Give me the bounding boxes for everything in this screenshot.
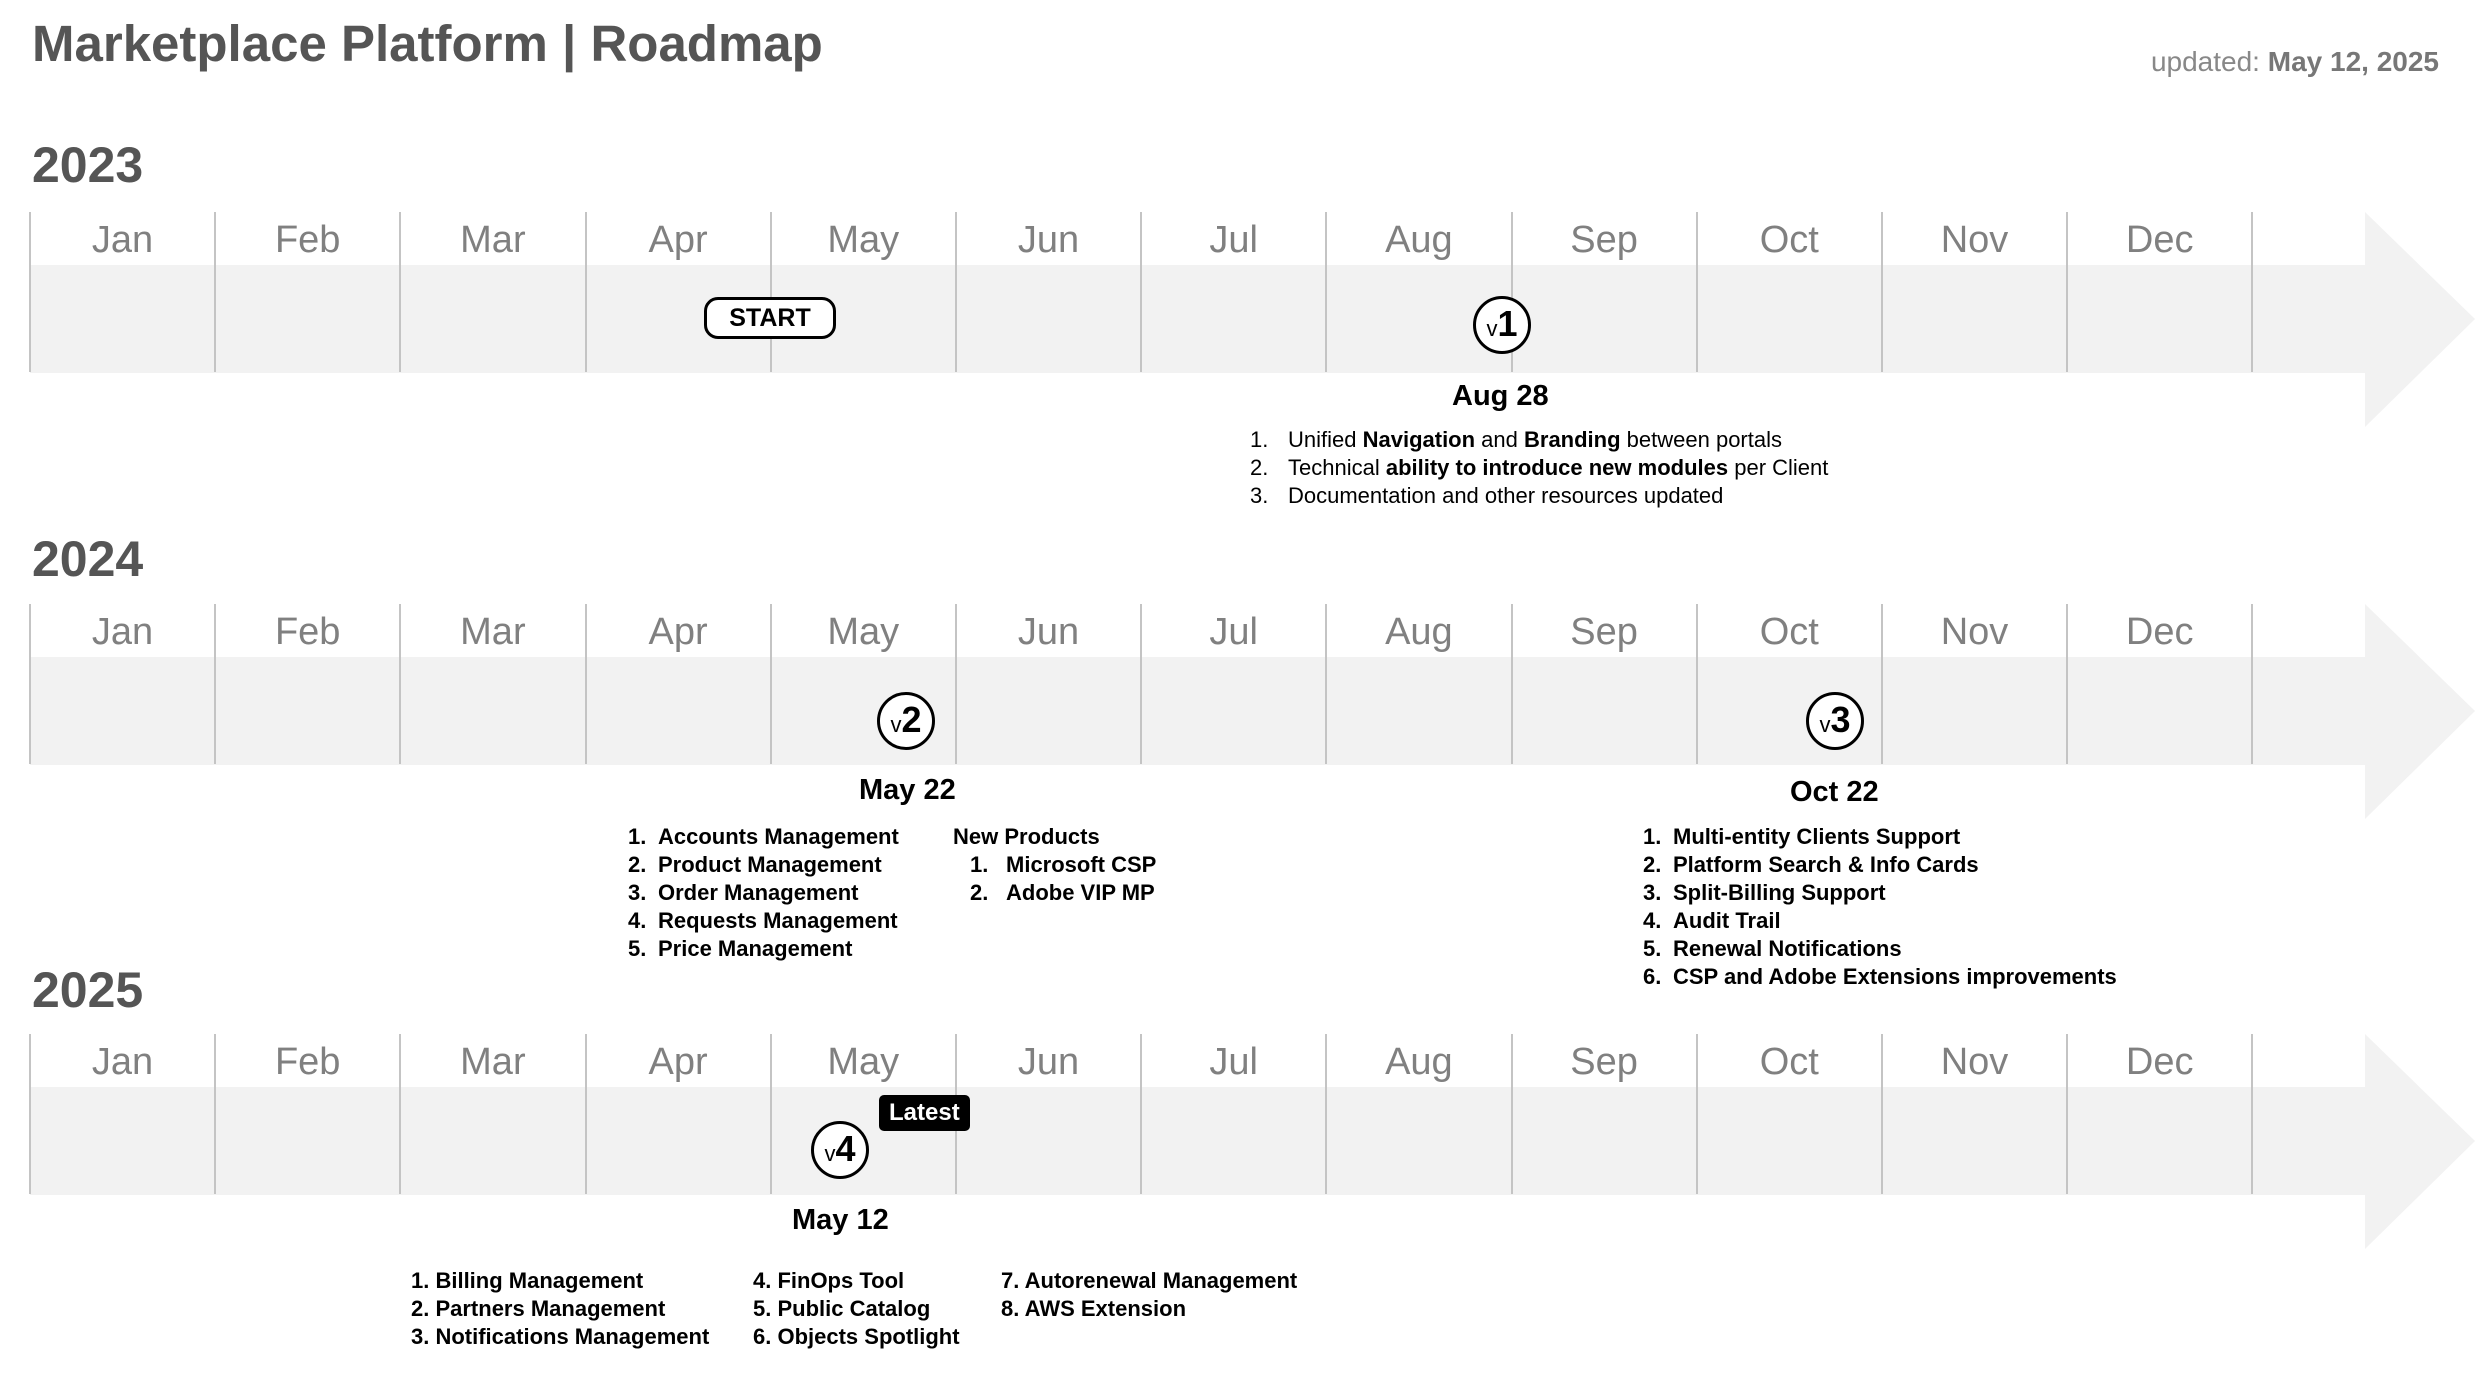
list-number: 6. [1643,964,1662,989]
year-label-2025: 2025 [32,962,144,1018]
month-divider [1881,212,1883,372]
month-label-mar: Mar [460,219,526,261]
note-number: 1. [1250,427,1269,452]
month-divider [955,212,957,372]
list-text: CSP and Adobe Extensions improvements [1673,964,2117,989]
month-divider [1140,212,1142,372]
milestone-v2-badge [877,692,935,750]
month-divider [1325,604,1327,764]
badge-number: 4 [835,1128,856,1169]
month-label-feb: Feb [274,611,341,653]
month-label-oct: Oct [1759,1041,1819,1083]
list-item: 1. Billing Management [411,1268,644,1293]
note-item [1250,454,1828,482]
list-item [1643,907,2117,935]
month-divider [585,212,587,372]
month-label-aug: Aug [1385,1041,1453,1083]
list-text: Product Management [658,852,882,877]
list-heading [953,823,1156,851]
month-label-apr: Apr [648,611,708,653]
month-divider [770,1034,772,1194]
page-title: Marketplace Platform | Roadmap [32,15,823,72]
month-label-jun: Jun [1017,611,1080,653]
month-divider [1881,604,1883,764]
list-text: Requests Management [658,908,898,933]
list-text: Platform Search & Info Cards [1673,852,1979,877]
list-item: 8. AWS Extension [1001,1296,1187,1321]
timeline-2023 [30,212,2475,427]
year-label-2024: 2024 [32,531,144,587]
month-label-jan: Jan [91,1041,154,1083]
list-item [953,851,1156,879]
month-label-aug: Aug [1385,219,1453,261]
list-number: 4. [628,908,647,933]
list-item: 4. FinOps Tool [753,1268,905,1293]
month-label-sep: Sep [1570,611,1638,653]
list-text: Price Management [658,936,853,961]
month-label-jul: Jul [1209,611,1258,653]
month-divider [214,212,216,372]
month-divider [399,604,401,764]
month-label-oct: Oct [1759,219,1819,261]
month-label-apr: Apr [648,219,708,261]
month-divider [1881,1034,1883,1194]
milestone-v1-badge [1473,296,1531,354]
month-divider [2251,212,2253,372]
list-number: 3. [628,880,647,905]
month-label-may: May [827,1041,900,1083]
updated-label: updated: [2150,46,2260,77]
list-text: Renewal Notifications [1673,936,1902,961]
month-divider [29,604,31,764]
milestone-v4-date: May 12 [792,1204,889,1236]
note-text: Unified [1288,427,1363,452]
month-divider [29,212,31,372]
list-item [628,907,899,935]
month-divider [399,212,401,372]
list-text: Accounts Management [658,824,899,849]
list-number: 4. [1643,908,1662,933]
month-divider [585,1034,587,1194]
milestone-v1-date: Aug 28 [1452,380,1549,412]
list-item: 2. Partners Management [411,1296,666,1321]
list-item [628,823,899,851]
list-item [628,851,899,879]
list-item [1643,963,2117,991]
month-label-apr: Apr [648,1041,708,1083]
milestone-v3-modules [1643,823,2117,991]
list-number: 1. [970,852,989,877]
list-item [953,879,1156,907]
month-label-sep: Sep [1570,1041,1638,1083]
badge-prefix: v [890,712,902,737]
list-number: 5. [628,936,647,961]
month-divider [2066,212,2068,372]
month-label-aug: Aug [1385,611,1453,653]
note-emphasis: ability to introduce new modules [1385,455,1729,480]
month-divider [2251,604,2253,764]
month-label-jul: Jul [1209,219,1258,261]
month-divider [1696,212,1698,372]
month-divider [2251,1034,2253,1194]
note-text: Technical [1288,455,1386,480]
month-label-jul: Jul [1209,1041,1258,1083]
milestone-v4-modules-col2 [753,1267,960,1351]
list-text: New Products [953,824,1100,849]
list-number: 2. [970,880,989,905]
month-divider [2066,604,2068,764]
milestone-v4-modules-col1 [411,1267,709,1351]
year-label-2023: 2023 [32,137,144,193]
badge-prefix: v [1486,316,1498,341]
note-text: between portals [1620,427,1782,452]
list-text: Adobe VIP MP [1006,880,1155,905]
badge-prefix: v [1819,712,1831,737]
updated-date: May 12, 2025 [2267,46,2439,77]
list-number: 1. [1643,824,1662,849]
list-number: 1. [628,824,647,849]
list-number: 3. [1643,880,1662,905]
milestone-v2-modules [628,823,899,963]
note-number: 2. [1250,455,1269,480]
list-item [628,935,899,963]
month-label-nov: Nov [1940,219,2009,261]
milestone-v4-badge [811,1121,869,1179]
timeline-2024 [30,604,2475,819]
month-divider [770,212,772,372]
month-label-feb: Feb [274,1041,341,1083]
milestone-v3-badge [1806,692,1864,750]
month-label-dec: Dec [2125,611,2194,653]
month-label-nov: Nov [1940,1041,2009,1083]
milestone-v2-new-products [953,823,1156,907]
list-number: 5. [1643,936,1662,961]
month-label-mar: Mar [460,611,526,653]
month-label-nov: Nov [1940,611,2009,653]
month-label-jan: Jan [91,611,154,653]
timeline-2025 [30,1034,2475,1249]
month-label-mar: Mar [460,1041,526,1083]
milestone-v3-date: Oct 22 [1790,776,1879,808]
month-label-dec: Dec [2125,1041,2194,1083]
list-number: 2. [628,852,647,877]
list-text: Multi-entity Clients Support [1673,824,1961,849]
list-number: 2. [1643,852,1662,877]
month-divider [770,604,772,764]
month-label-jan: Jan [91,219,154,261]
latest-tag: Latest [879,1095,970,1131]
note-text: and [1475,427,1524,452]
note-item [1250,482,1828,510]
month-label-oct: Oct [1759,611,1819,653]
month-divider [1325,1034,1327,1194]
month-divider [585,604,587,764]
updated-stamp [2151,46,2439,78]
month-divider [214,1034,216,1194]
month-divider [1140,1034,1142,1194]
month-label-jun: Jun [1017,1041,1080,1083]
note-emphasis: Navigation [1362,427,1476,452]
list-item: 6. Objects Spotlight [753,1324,960,1349]
list-item [1643,823,2117,851]
list-item [1643,935,2117,963]
month-divider [29,1034,31,1194]
month-divider [2066,1034,2068,1194]
list-text: Split-Billing Support [1673,880,1886,905]
list-item: 7. Autorenewal Management [1001,1268,1298,1293]
month-divider [1696,1034,1698,1194]
month-divider [399,1034,401,1194]
month-label-jun: Jun [1017,219,1080,261]
list-item [1643,879,2117,907]
list-text: Audit Trail [1673,908,1781,933]
month-divider [1140,604,1142,764]
note-text: per Client [1728,455,1829,480]
month-label-may: May [827,219,900,261]
list-item: 5. Public Catalog [753,1296,931,1321]
start-marker: START [704,297,836,339]
note-emphasis: Branding [1524,427,1621,452]
month-divider [955,604,957,764]
milestone-v1-notes [1250,426,1828,510]
note-item [1250,426,1828,454]
milestone-v2-date: May 22 [859,774,956,806]
list-text: Microsoft CSP [1006,852,1157,877]
list-item [1643,851,2117,879]
month-divider [214,604,216,764]
list-text: Order Management [658,880,859,905]
badge-number: 2 [901,699,922,740]
milestone-v4-modules-col3 [1001,1267,1297,1323]
badge-number: 1 [1497,303,1518,344]
list-item [628,879,899,907]
month-label-may: May [827,611,900,653]
badge-prefix: v [824,1141,836,1166]
note-number: 3. [1250,483,1269,508]
month-label-dec: Dec [2125,219,2194,261]
list-item: 3. Notifications Management [411,1324,710,1349]
badge-number: 3 [1830,699,1851,740]
month-divider [1696,604,1698,764]
month-label-feb: Feb [274,219,341,261]
month-divider [1511,1034,1513,1194]
month-label-sep: Sep [1570,219,1638,261]
month-divider [1511,604,1513,764]
note-text: Documentation and other resources updated [1288,483,1724,508]
month-divider [1325,212,1327,372]
